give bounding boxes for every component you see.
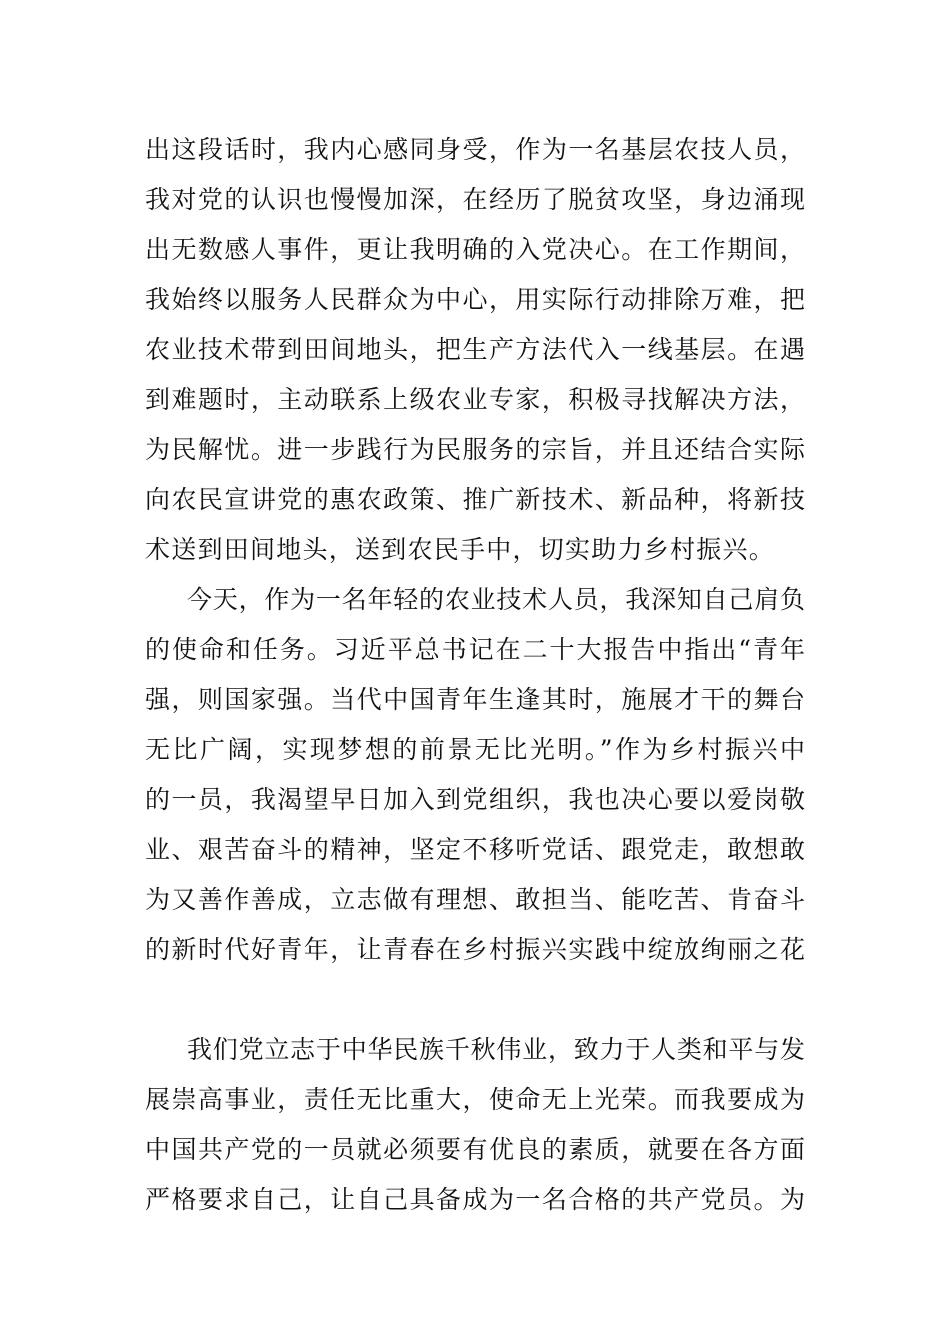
text-line: 出无数感人事件，更让我明确的入党决心。在工作期间， <box>145 235 805 264</box>
text-line: 我们党立志于中华民族千秋伟业，致力于人类和平与发 <box>187 1035 805 1064</box>
text-line: 为又善作善成，立志做有理想、敢担当、能吃苦、肯奋斗 <box>145 885 805 914</box>
text-line: 的一员，我渴望早日加入到党组织，我也决心要以爱岗敬 <box>145 785 805 814</box>
text-line: 的使命和任务。习近平总书记在二十大报告中指出“青年 <box>145 635 805 664</box>
text-line: 今天，作为一名年轻的农业技术人员，我深知自己肩负 <box>187 585 805 614</box>
text-line: 严格要求自己，让自己具备成为一名合格的共产党员。为 <box>145 1185 805 1214</box>
text-line: 中国共产党的一员就必须要有优良的素质，就要在各方面 <box>145 1135 805 1164</box>
text-line: 业、艰苦奋斗的精神，坚定不移听党话、跟党走，敢想敢 <box>145 835 805 864</box>
text-line: 强，则国家强。当代中国青年生逢其时，施展才干的舞台 <box>145 685 805 714</box>
text-line: 为民解忧。进一步践行为民服务的宗旨，并且还结合实际 <box>145 435 805 464</box>
text-line: 无比广阔，实现梦想的前景无比光明。”作为乡村振兴中 <box>145 735 805 764</box>
text-line: 出这段话时，我内心感同身受，作为一名基层农技人员， <box>145 135 805 164</box>
text-line: 农业技术带到田间地头，把生产方法代入一线基层。在遇 <box>145 335 805 364</box>
text-line: 我对党的认识也慢慢加深，在经历了脱贫攻坚，身边涌现 <box>145 185 805 214</box>
text-line: 的新时代好青年，让青春在乡村振兴实践中绽放绚丽之花 <box>145 935 805 964</box>
text-line: 我始终以服务人民群众为中心，用实际行动排除万难，把 <box>145 285 805 314</box>
text-line: 到难题时，主动联系上级农业专家，积极寻找解决方法， <box>145 385 805 414</box>
text-line: 展崇高事业，责任无比重大，使命无上光荣。而我要成为 <box>145 1085 805 1114</box>
text-line: 向农民宣讲党的惠农政策、推广新技术、新品种，将新技 <box>145 485 805 514</box>
text-line: 术送到田间地头，送到农民手中，切实助力乡村振兴。 <box>145 535 776 564</box>
